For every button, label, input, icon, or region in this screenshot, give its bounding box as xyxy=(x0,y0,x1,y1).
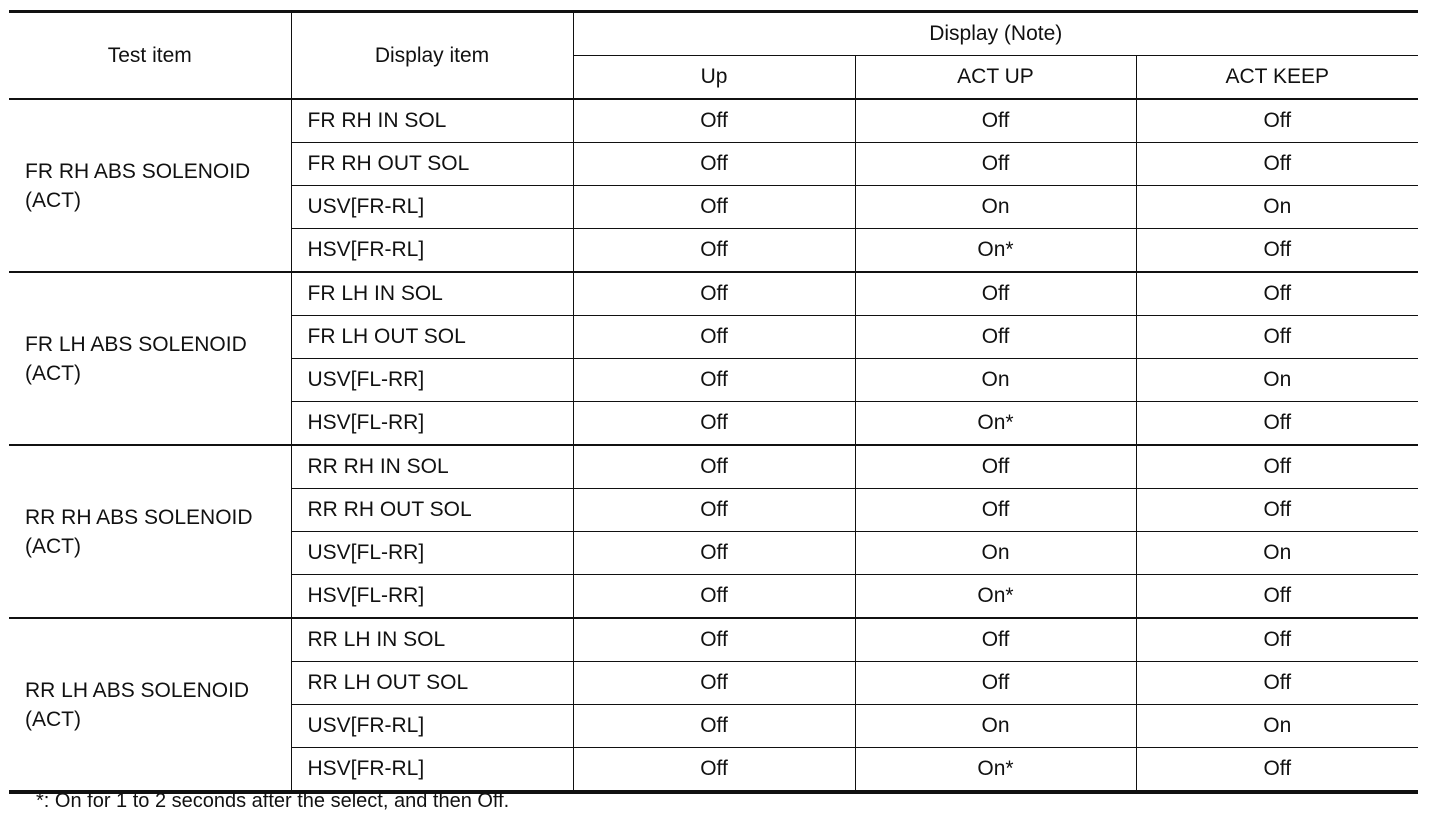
display-item-cell: RR RH IN SOL xyxy=(291,445,573,489)
display-item-cell: RR LH IN SOL xyxy=(291,618,573,662)
test-item-name: FR LH ABS SOLENOID xyxy=(25,332,247,356)
act-up-value: Off xyxy=(855,272,1136,316)
up-value: Off xyxy=(573,618,855,662)
up-value: Off xyxy=(573,186,855,229)
table-row xyxy=(9,272,1418,316)
solenoid-test-table xyxy=(9,10,1418,794)
header-test-item: Test item xyxy=(9,12,291,100)
test-item-mode: (ACT) xyxy=(25,188,81,212)
header-act-up: ACT UP xyxy=(855,56,1136,100)
act-up-value: On* xyxy=(855,402,1136,446)
up-value: Off xyxy=(573,229,855,273)
test-item-cell xyxy=(9,618,291,792)
act-up-value: On* xyxy=(855,575,1136,619)
act-keep-value: Off xyxy=(1136,662,1418,705)
display-item-cell: HSV[FL-RR] xyxy=(291,575,573,619)
up-value: Off xyxy=(573,143,855,186)
act-up-value: On xyxy=(855,186,1136,229)
display-item-cell: USV[FR-RL] xyxy=(291,186,573,229)
act-up-value: Off xyxy=(855,445,1136,489)
act-up-value: Off xyxy=(855,662,1136,705)
test-item-mode: (ACT) xyxy=(25,707,81,731)
act-keep-value: On xyxy=(1136,359,1418,402)
display-item-cell: USV[FR-RL] xyxy=(291,705,573,748)
table-row xyxy=(9,445,1418,489)
display-item-cell: HSV[FL-RR] xyxy=(291,402,573,446)
act-keep-value: Off xyxy=(1136,272,1418,316)
test-item-name: FR RH ABS SOLENOID xyxy=(25,159,251,183)
display-item-cell: FR LH OUT SOL xyxy=(291,316,573,359)
up-value: Off xyxy=(573,662,855,705)
up-value: Off xyxy=(573,705,855,748)
footnote: *: On for 1 to 2 seconds after the select, and then Off. xyxy=(36,790,510,812)
table-row xyxy=(9,618,1418,662)
act-keep-value: On xyxy=(1136,186,1418,229)
act-keep-value: Off xyxy=(1136,316,1418,359)
act-keep-value: Off xyxy=(1136,445,1418,489)
up-value: Off xyxy=(573,532,855,575)
act-keep-value: Off xyxy=(1136,99,1418,143)
up-value: Off xyxy=(573,316,855,359)
display-item-cell: HSV[FR-RL] xyxy=(291,229,573,273)
test-item-cell xyxy=(9,272,291,445)
act-up-value: Off xyxy=(855,489,1136,532)
act-up-value: Off xyxy=(855,99,1136,143)
display-item-cell: RR LH OUT SOL xyxy=(291,662,573,705)
act-up-value: On* xyxy=(855,748,1136,793)
act-up-value: On xyxy=(855,705,1136,748)
test-item-cell xyxy=(9,99,291,272)
header-row xyxy=(9,12,1418,56)
display-item-cell: USV[FL-RR] xyxy=(291,359,573,402)
header-display-note: Display (Note) xyxy=(573,12,1418,56)
up-value: Off xyxy=(573,575,855,619)
act-keep-value: Off xyxy=(1136,489,1418,532)
display-item-cell: FR RH OUT SOL xyxy=(291,143,573,186)
up-value: Off xyxy=(573,748,855,793)
act-keep-value: Off xyxy=(1136,748,1418,793)
up-value: Off xyxy=(573,402,855,446)
display-item-cell: HSV[FR-RL] xyxy=(291,748,573,793)
act-up-value: Off xyxy=(855,143,1136,186)
act-up-value: On* xyxy=(855,229,1136,273)
test-item-mode: (ACT) xyxy=(25,534,81,558)
test-item-mode: (ACT) xyxy=(25,361,81,385)
act-keep-value: On xyxy=(1136,532,1418,575)
display-item-cell: FR LH IN SOL xyxy=(291,272,573,316)
act-keep-value: Off xyxy=(1136,229,1418,273)
header-act-keep: ACT KEEP xyxy=(1225,65,1329,88)
display-item-cell: RR RH OUT SOL xyxy=(291,489,573,532)
display-item-cell: USV[FL-RR] xyxy=(291,532,573,575)
act-up-value: On xyxy=(855,359,1136,402)
act-up-value: Off xyxy=(855,618,1136,662)
up-value: Off xyxy=(573,445,855,489)
act-up-value: Off xyxy=(855,316,1136,359)
up-value: Off xyxy=(573,359,855,402)
header-up: Up xyxy=(573,56,855,100)
up-value: Off xyxy=(573,489,855,532)
table-row xyxy=(9,99,1418,143)
act-keep-value: Off xyxy=(1136,143,1418,186)
header-display-item: Display item xyxy=(291,12,573,100)
up-value: Off xyxy=(573,99,855,143)
test-item-cell xyxy=(9,445,291,618)
display-item-cell: FR RH IN SOL xyxy=(291,99,573,143)
up-value: Off xyxy=(573,272,855,316)
act-keep-value: Off xyxy=(1136,575,1418,619)
test-item-name: RR LH ABS SOLENOID xyxy=(25,678,250,702)
test-item-name: RR RH ABS SOLENOID xyxy=(25,505,253,529)
act-keep-value: Off xyxy=(1136,402,1418,446)
act-keep-value: On xyxy=(1136,705,1418,748)
act-up-value: On xyxy=(855,532,1136,575)
act-keep-value: Off xyxy=(1136,618,1418,662)
